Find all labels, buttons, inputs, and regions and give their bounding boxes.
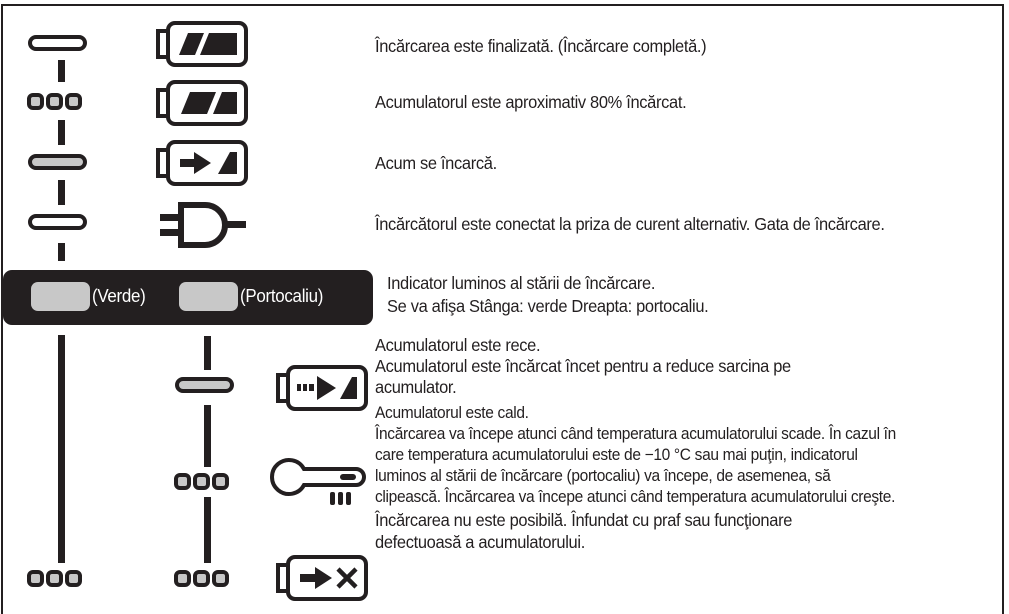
led-green-blinking-row7 [27,570,82,587]
row4-description: Încărcătorul este conectat la priza de curent alternativ. Gata de încărcare. [375,214,885,234]
connector-line [58,335,65,563]
row7-description-line2: defectuoasă a acumulatorului. [375,532,585,552]
led-green-off-row4 [28,214,87,230]
battery-slow-charging-icon [276,365,368,411]
legend-description-line2: Se va afişa Stânga: verde Dreapta: portocaliu. [387,296,709,316]
led-orange-on-row5 [175,377,234,393]
led-green-blinking-row2 [27,93,82,110]
row3-description: Acum se încarcă. [375,153,497,173]
connector-line [204,497,211,563]
led-green-off-row1 [28,35,87,51]
row5-description-line3: acumulator. [375,377,457,397]
plug-icon [158,203,248,247]
connector-line [204,336,211,370]
thermometer-hot-icon [276,461,366,513]
row5-description-line2: Acumulatorul este încărcat încet pentru a reduce sarcina pe [375,356,791,376]
led-green-on-row3 [28,154,87,170]
green-led-label: (Verde) [92,286,146,306]
led-orange-blinking-row7 [174,570,229,587]
connector-line [58,180,65,205]
battery-charging-icon [156,140,248,186]
battery-80-icon [156,80,248,126]
row6-description-line5: clipească. Încărcarea va începe atunci când temperatura acumulatorului creşte. [375,488,896,506]
orange-led-label: (Portocaliu) [240,286,324,306]
row6-description-line1: Acumulatorul este cald. [375,404,529,422]
battery-error-icon [276,555,368,601]
row7-description-line1: Încărcarea nu este posibilă. Înfundat cu praf sau funcţionare [375,510,793,530]
battery-full-icon [156,21,248,67]
row2-description: Acumulatorul este aproximativ 80% încărcat. [375,92,687,112]
row6-description-line4: luminos al stării de încărcare (portocaliu) va începe, de asemenea, să [375,467,831,485]
green-led-swatch [31,282,90,311]
orange-led-swatch [179,282,238,311]
row6-description-line3: care temperatura acumulatorului este de −10 °C sau mai puţin, indicatorul [375,446,858,464]
connector-line [58,243,65,261]
row1-description: Încărcarea este finalizată. (Încărcare completă.) [375,36,707,56]
connector-line [58,60,65,82]
row6-description-line2: Încărcarea va începe atunci când temperatura acumulatorului scade. În cazul în [375,425,896,443]
legend-description-line1: Indicator luminos al stării de încărcare. [387,273,656,293]
connector-line [204,405,211,467]
row5-description-line1: Acumulatorul este rece. [375,335,541,355]
led-legend-bar [3,270,373,325]
led-orange-blinking-row6 [174,473,229,490]
connector-line [58,120,65,145]
